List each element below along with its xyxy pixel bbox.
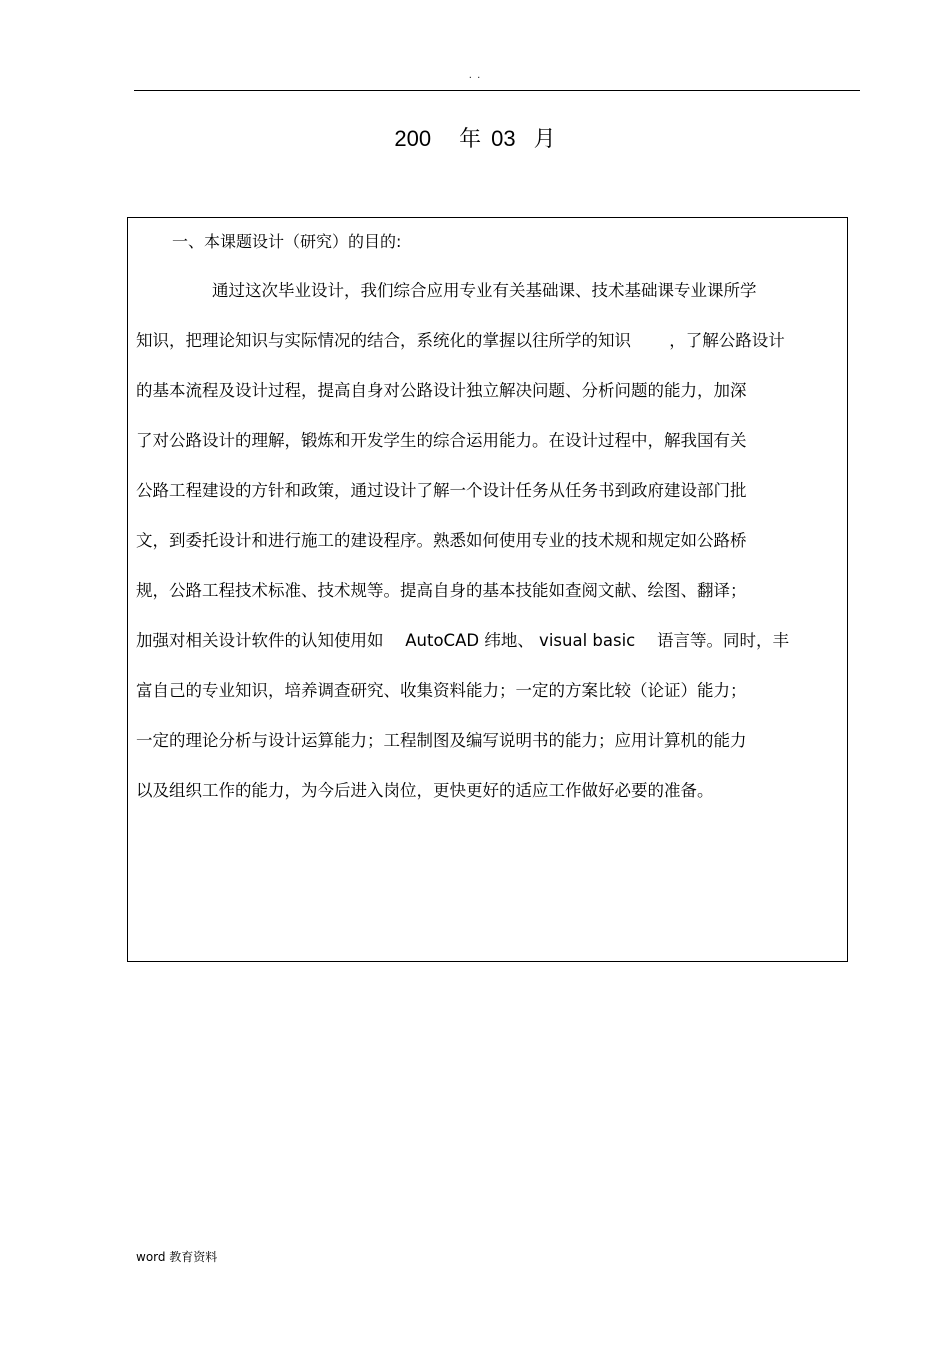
- section-title: 一、本课题设计（研究）的目的:: [172, 232, 402, 251]
- date-year-unit: 年: [459, 126, 482, 151]
- paragraph-line: 一定的理论分析与设计运算能力；工程制图及编写说明书的能力；应用计算机的能力: [136, 731, 747, 750]
- date-year: 200: [394, 126, 432, 151]
- paragraph-line: 富自己的专业知识，培养调查研究、收集资料能力；一定的方案比较（论证）能力；: [136, 681, 747, 700]
- paragraph-line: 以及组织工作的能力，为今后进入岗位，更快更好的适应工作做好必要的准备。: [136, 781, 714, 800]
- paragraph-line: 文，到委托设计和进行施工的建设程序。熟悉如何使用专业的技术规和规定如公路桥: [136, 531, 747, 550]
- paragraph-line: 规，公路工程技术标准、技术规等。提高自身的基本技能如查阅文献、绘图、翻译；: [136, 581, 747, 600]
- header-marks: . .: [468, 70, 482, 81]
- date-line: [0, 122, 950, 153]
- paragraph-line: 知识，把理论知识与实际情况的结合，系统化的掌握以往所学的知识 ，了解公路设计: [136, 331, 785, 350]
- paragraph-line: 了对公路设计的理解，锻炼和开发学生的综合运用能力。在设计过程中，解我国有关: [136, 431, 747, 450]
- date-month-unit: 月: [533, 126, 556, 151]
- paragraph-line: 公路工程建设的方针和政策，通过设计了解一个设计任务从任务书到政府建设部门批: [136, 481, 747, 500]
- footer-text: word 教育资料: [136, 1250, 218, 1264]
- paragraph-line: 加强对相关设计软件的认知使用如 AutoCAD 纬地、 visual basic 语言等。同时，丰: [136, 631, 789, 650]
- header-rule: [134, 90, 860, 91]
- date-month: 03: [491, 126, 516, 151]
- paragraph-line: 通过这次毕业设计，我们综合应用专业有关基础课、技术基础课专业课所学: [212, 281, 757, 300]
- paragraph-line: 的基本流程及设计过程，提高自身对公路设计独立解决问题、分析问题的能力，加深: [136, 381, 747, 400]
